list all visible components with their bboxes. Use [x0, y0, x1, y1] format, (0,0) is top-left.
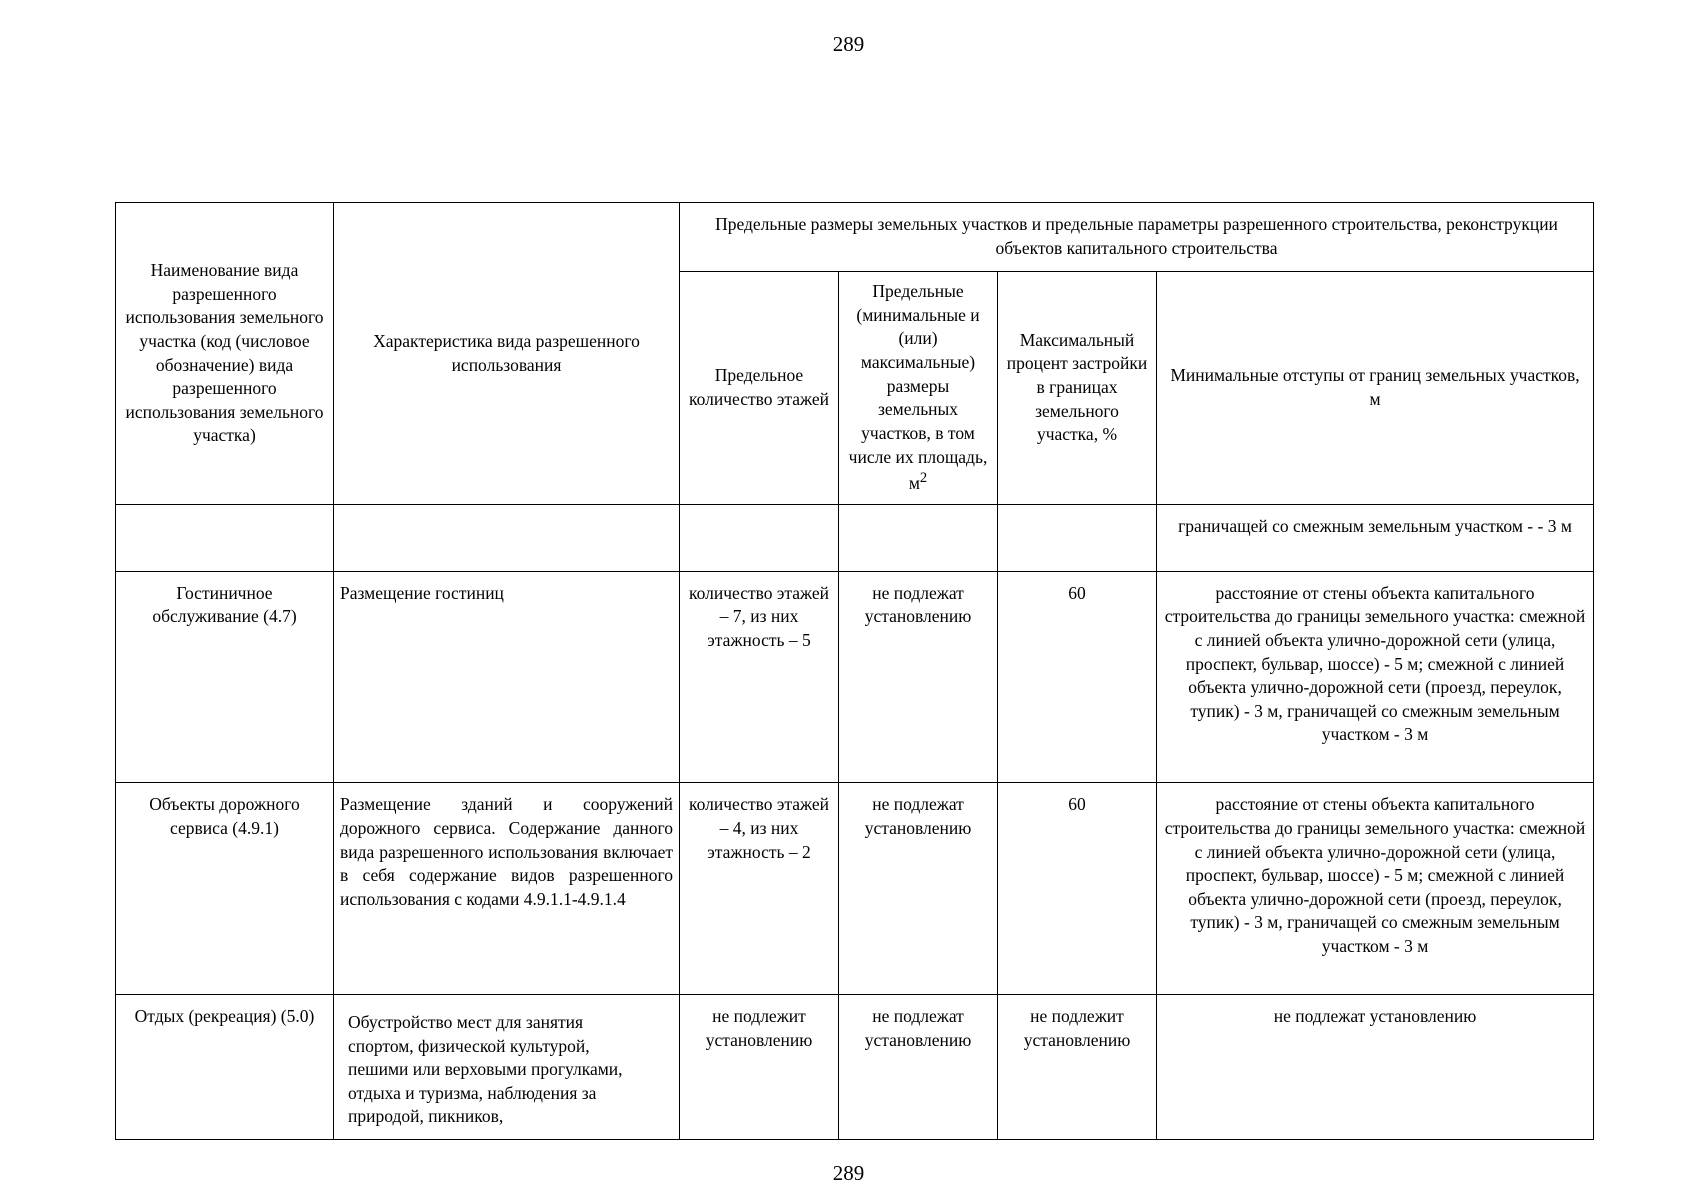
cell-floors: количество этажей – 4, из них этажность – 2: [680, 783, 839, 995]
cell-characteristic: Размещение зданий и сооружений дорожного сервиса. Содержание данного вида разрешенного использования включает в себя содержание видов разрешенного использования с кодами 4.9.1.1-4.9.1.4: [334, 783, 680, 995]
table-row: [116, 783, 1594, 995]
cell-percent: 60: [998, 783, 1157, 995]
cell-floors: не подлежит установлению: [680, 994, 839, 1139]
cell-name: Гостиничное обслуживание (4.7): [116, 571, 334, 783]
header-col-floors: Предельное количество этажей: [680, 271, 839, 505]
cell-floors: количество этажей – 7, из них этажность – 5: [680, 571, 839, 783]
cell-setbacks: не подлежат установлению: [1157, 994, 1594, 1139]
cell-name: Объекты дорожного сервиса (4.9.1): [116, 783, 334, 995]
cell-setbacks: расстояние от стены объекта капитального строительства до границы земельного участка: смежной с линией объекта улично-дорожной сети (улица, проспект, бульвар, шоссе) - 5 м; смежной с линией объекта улично-дорожной сети (проезд, переулок, тупик) - 3 м, граничащей со смежным земельным участком - 3 м: [1157, 783, 1594, 995]
cell-percent: 60: [998, 571, 1157, 783]
page-number-top: 289: [832, 32, 865, 56]
header-col-sizes-sup: 2: [919, 470, 928, 487]
cell-floors: [680, 505, 839, 571]
table-row: [116, 994, 1594, 1139]
header-col-name: Наименование вида разрешенного использования земельного участка (код (числовое обозначение) вида разрешенного использования земельного участка): [116, 203, 334, 505]
cell-characteristic: Обустройство мест для занятия спортом, физической культурой, пешими или верховыми прогулками, отдыха и туризма, наблюдения за природой, пикников,: [334, 994, 680, 1139]
header-col-setbacks: Минимальные отступы от границ земельных участков, м: [1157, 271, 1594, 505]
cell-percent: не подлежит установлению: [998, 994, 1157, 1139]
cell-setbacks: граничащей со смежным земельным участком - - 3 м: [1157, 505, 1594, 571]
cell-sizes: не подлежат установлению: [839, 571, 998, 783]
cell-characteristic: [334, 505, 680, 571]
cell-characteristic: Размещение гостиниц: [334, 571, 680, 783]
page-number-bottom: 289: [832, 1161, 865, 1185]
cell-setbacks: расстояние от стены объекта капитального строительства до границы земельного участка: смежной с линией объекта улично-дорожной сети (улица, проспект, бульвар, шоссе) - 5 м; смежной с линией объекта улично-дорожной сети (проезд, переулок, тупик) - 3 м, граничащей со смежным земельным участком - 3 м: [1157, 571, 1594, 783]
cell-sizes: [839, 505, 998, 571]
table-row: [116, 571, 1594, 783]
cell-sizes: не подлежат установлению: [839, 783, 998, 995]
cell-sizes: не подлежат установлению: [839, 994, 998, 1139]
cell-name: [116, 505, 334, 571]
header-col-characteristic: Характеристика вида разрешенного использования: [334, 203, 680, 505]
header-col-percent: Максимальный процент застройки в границах земельного участка, %: [998, 271, 1157, 505]
land-use-table: [115, 202, 1594, 1140]
header-col-sizes: [839, 271, 998, 505]
table-row: [116, 505, 1594, 571]
header-group-title: Предельные размеры земельных участков и предельные параметры разрешенного строительства, реконструкции объектов капитального строительства: [680, 203, 1594, 272]
cell-percent: [998, 505, 1157, 571]
header-row-1: [116, 203, 1594, 272]
header-col-sizes-text: Предельные (минимальные и (или) максимальные) размеры земельных участков, в том числе их площадь, м: [848, 281, 988, 493]
cell-name: Отдых (рекреация) (5.0): [116, 994, 334, 1139]
